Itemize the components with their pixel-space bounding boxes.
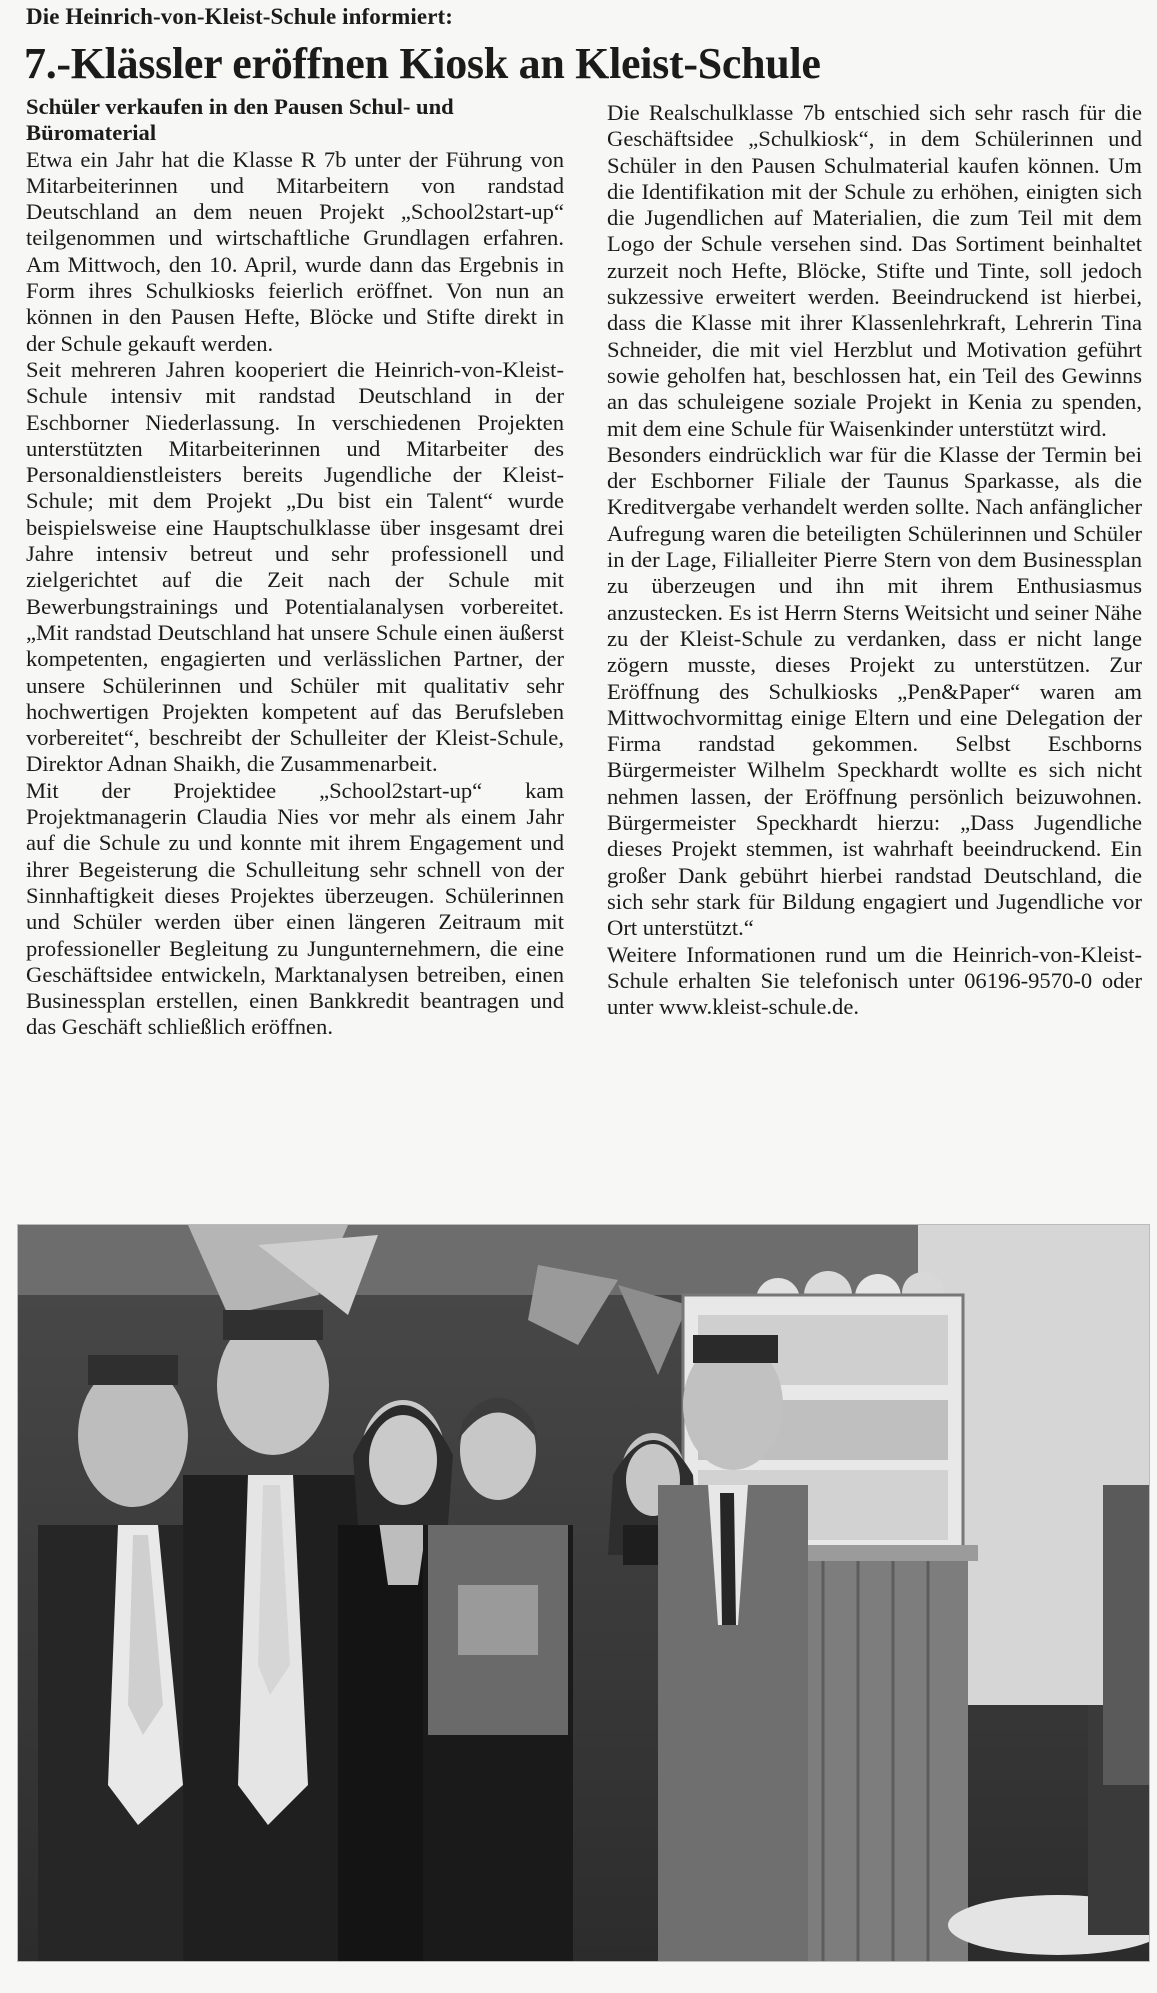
article-kicker: Die Heinrich-von-Kleist-Schule informiert:: [26, 4, 454, 29]
article-paragraph: Die Realschulklasse 7b entschied sich sehr rasch für die Geschäftsidee „Schulkiosk“, in dem Schülerinnen und Schüler in den Pausen Schulmaterial kaufen können. Um die Identifikation mit der Schule zu erhöhen, einigten sich die Jugendlichen auf Materialien, die zum Teil mit dem Logo der Schule versehen sind. Das Sortiment beinhaltet zurzeit noch Hefte, Blöcke, Stifte und Tinte, soll jedoch sukzessive erweitert werden. Beeindruckend ist hierbei, dass die Klasse mit ihrer Klassenlehrkraft, Lehrerin Tina Schneider, die mit viel Herzblut und Motivation geführt sowie geholfen hat, beschlossen hat, ein Teil des Gewinns an das schuleigene soziale Projekt in Kenia zu spenden, mit dem eine Schule für Waisenkinder unterstützt wird.: [607, 100, 1142, 441]
article-headline: 7.-Klässler eröffnen Kiosk an Kleist-Schule: [24, 39, 821, 88]
article-column-left: [26, 94, 564, 1041]
article-paragraph: Seit mehreren Jahren kooperiert die Heinrich-von-Kleist-Schule intensiv mit randstad Deutschland in der Eschborner Niederlassung. In verschiedenen Projekten unterstützten Mitarbeiterinnen und Mitarbeiter des Personaldienstleisters bereits Jugendliche der Kleist-Schule; mit dem Projekt „Du bist ein Talent“ wurde beispielsweise eine Hauptschulklasse über insgesamt drei Jahre intensiv betreut und sehr professionell und zielgerichtet auf die Zeit nach der Schule mit Bewerbungstrainings und Potentialanalysen vorbereitet. „Mit randstad Deutschland hat unsere Schule einen äußerst kompetenten, engagierten und verlässlichen Partner, der unsere Schülerinnen und Schüler mit qualitativ sehr hochwertigen Projekten kompetent auf das Berufsleben vorbereitet“, beschreibt der Schulleiter der Kleist-Schule, Direktor Adnan Shaikh, die Zusammenarbeit.: [26, 356, 564, 777]
article-paragraph: Etwa ein Jahr hat die Klasse R 7b unter der Führung von Mitarbeiterinnen und Mitarbeitern von randstad Deutschland an dem neuen Projekt „School2start-up“ teilgenommen und wirtschaftliche Grundlagen erfahren. Am Mittwoch, den 10. April, wurde dann das Ergebnis in Form ihres Schulkiosks feierlich eröffnet. Von nun an können in den Pausen Hefte, Blöcke und Stifte direkt in der Schule gekauft werden.: [26, 146, 564, 356]
article-subheadline: Schüler verkaufen in den Pausen Schul- und Büromaterial: [26, 94, 454, 146]
article-column-right: [607, 100, 1142, 1020]
article-paragraph: Besonders eindrücklich war für die Klasse der Termin bei der Eschborner Filiale der Taunus Sparkasse, als die Kreditvergabe verhandelt werden sollte. Nach anfänglicher Aufregung waren die beteiligten Schülerinnen und Schüler in der Lage, Filialleiter Pierre Stern von dem Businessplan zu überzeugen und ihn mit ihrem Enthusiasmus anzustecken. Es ist Herrn Sterns Weitsicht und seiner Nähe zu der Kleist-Schule zu verdanken, dass er nicht lange zögern musste, dieses Projekt zu unterstützen. Zur Eröffnung des Schulkiosks „Pen&Paper“ waren am Mittwochvormittag einige Eltern und eine Delegation der Firma randstad gekommen. Selbst Eschborns Bürgermeister Wilhelm Speckhardt wollte es sich nicht nehmen lassen, der Eröffnung persönlich beizuwohnen. Bürgermeister Speckhardt hierzu: „Dass Jugendliche dieses Projekt stemmen, ist wahrhaft beeindruckend. Ein großer Dank gebührt hierbei randstad Deutschland, die sich sehr stark für Bildung engagiert und Jugendliche vor Ort unterstützt.“: [607, 441, 1142, 941]
article-paragraph: Mit der Projektidee „School2start-up“ kam Projektmanagerin Claudia Nies vor mehr als einem Jahr auf die Schule zu und konnte mit ihrem Engagement und ihrer Begeisterung die Schulleitung sehr schnell von der Sinnhaftigkeit dieses Projektes überzeugen. Schülerinnen und Schüler werden über einen längeren Zeitraum mit professioneller Begleitung zu Jungunternehmern, die eine Geschäftsidee entwickeln, Marktanalysen betreiben, einen Businessplan erstellen, einen Bankkredit beantragen und das Geschäft schließlich eröffnen.: [26, 777, 564, 1040]
article-paragraph: Weitere Informationen rund um die Heinrich-von-Kleist-Schule erhalten Sie telefonisch unter 06196-9570-0 oder unter www.kleist-schule.de.: [607, 941, 1142, 1020]
group-photo: [17, 1224, 1150, 1962]
group-photo-image: [18, 1225, 1149, 1961]
